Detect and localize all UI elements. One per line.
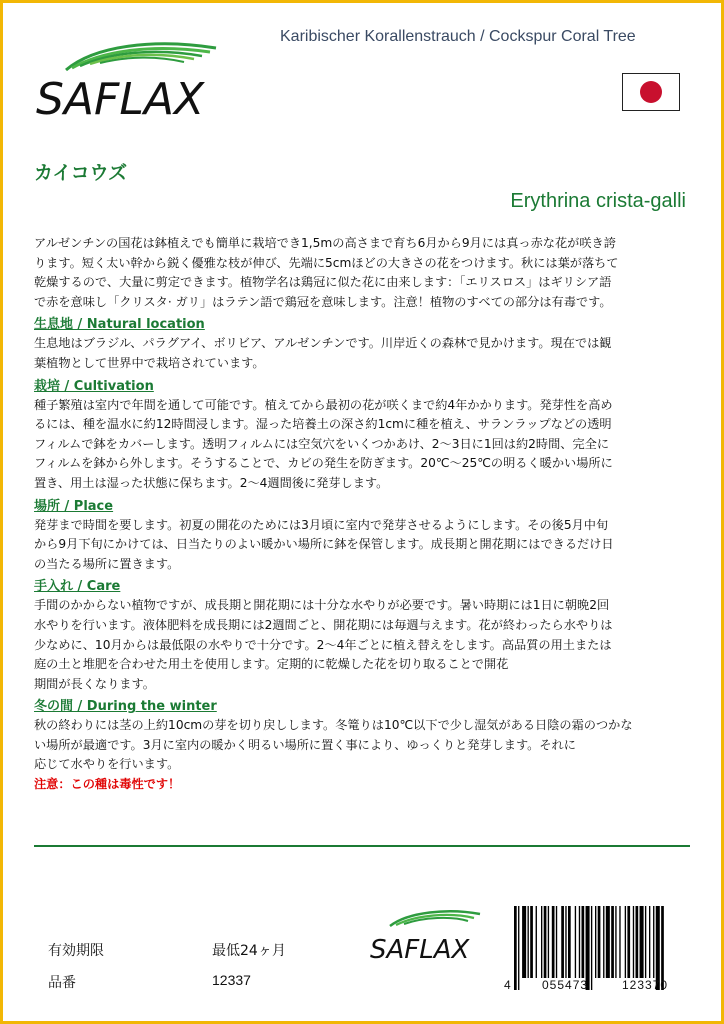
barcode-bar <box>645 906 646 978</box>
barcode-bar <box>625 906 626 978</box>
logo-leaf-icon <box>66 44 216 70</box>
barcode-bar <box>561 906 564 978</box>
barcode-bar <box>528 906 529 978</box>
text-line: 応じて水やりを行います。 <box>34 757 180 772</box>
text-line: 秋の終わりには茎の上約10cmの芽を切り戻しします。冬篭りは10℃以下で少し湿気がある日陰の霜のつかな <box>34 718 633 733</box>
text-line: 葉植物として世界中で栽培されています。 <box>34 355 265 370</box>
section-natural-location <box>34 316 690 373</box>
barcode-bar <box>595 906 596 978</box>
text-line: 種子繁殖は室内で年間を通して可能です。植えてから最初の花が咲くまで約4年かかります。発芽性を高め <box>34 397 613 412</box>
barcode-bar <box>536 906 537 978</box>
saflax-logo-footer <box>368 906 490 968</box>
barcode-bar <box>514 906 517 990</box>
intro-paragraph <box>34 234 690 312</box>
text-line: から9月下旬にかけては、日当たりのよい暖かい場所に鉢を保管します。成長期と開花期にはできるだけ日 <box>34 537 614 552</box>
text-line: い場所が最適です。3月に室内の暖かく明るい場所に置く事により、ゆっくりと発芽します。それに <box>34 737 576 752</box>
barcode-bar <box>633 906 634 978</box>
barcode-bar <box>591 906 592 990</box>
saflax-logo <box>34 36 234 126</box>
barcode-bar <box>568 906 571 978</box>
barcode-bar <box>598 906 601 978</box>
barcode-digits-left: 055473 <box>542 978 589 992</box>
product-name-jp: カイコウズ <box>34 162 128 184</box>
text-line: フィルムで鉢をカバーします。透明フィルムには空気穴をいくつかあけ、2～3日に1回は約2時間、完全に <box>34 436 610 451</box>
barcode-digit-lead: 4 <box>504 978 512 992</box>
barcode-bar <box>611 906 614 978</box>
section-heading: 手入れ / Care <box>34 579 121 595</box>
section-heading: 生息地 / Natural location <box>34 317 205 333</box>
text-line: 生息地はブラジル、パラグアイ、ボリビア、アルゼンチンです。川岸近くの森林で見かけます。現在では観 <box>34 336 612 351</box>
barcode-bar <box>552 906 555 978</box>
barcode-bar <box>653 906 654 978</box>
text-line: ります。短く太い幹から鋭く優雅な枝が伸び、先端に5cmほどの大きさの花をつけます。秋には葉が落ちて <box>34 255 619 270</box>
barcode-bar <box>640 906 644 978</box>
barcode-digits-right: 123370 <box>622 978 669 992</box>
text-line: の当たる場所に置きます。 <box>34 556 180 571</box>
barcode-bar <box>619 906 620 978</box>
product-name-latin: Erythrina crista-galli <box>510 190 686 212</box>
barcode-bar <box>606 906 610 978</box>
barcode-bar <box>636 906 639 978</box>
description-body <box>34 234 690 795</box>
text-line: 期間が長くなります。 <box>34 676 155 691</box>
section-cultivation <box>34 378 690 494</box>
barcode-bar <box>649 906 650 978</box>
item-number-label: 品番 <box>48 975 76 991</box>
logo-leaf-icon <box>390 911 480 926</box>
barcode-bar <box>518 906 519 990</box>
barcode-bar <box>615 906 616 978</box>
text-line: アルゼンチンの国花は鉢植えでも簡単に栽培でき1,5mの高さまで育ち6月から9月には真っ赤な花が咲き誇 <box>34 236 616 250</box>
text-line: 手間のかからない植物ですが、成長期と開花期には十分な水やりが必要です。暑い時期には1日に朝晩2回 <box>34 598 610 613</box>
text-line: 少なめに、10月からは最低限の水やりで十分です。2〜4年ごとに植え替えをします。高品質の用土または <box>34 637 612 652</box>
footer-divider <box>34 845 690 847</box>
section-place <box>34 498 690 575</box>
text-line: フィルムを鉢から外します。そうすることで、カビの発生を防ぎます。20℃〜25℃の明るく暖かい場所に <box>34 456 613 471</box>
barcode-bar <box>603 906 604 978</box>
section-heading: 栽培 / Cultivation <box>34 378 154 394</box>
text-line: 水やりを行います。液体肥料を成長期には2週間ごと、開花期には毎週与えます。花が終わったら水やりは <box>34 617 613 632</box>
barcode-bar <box>530 906 533 978</box>
section-winter <box>34 698 690 775</box>
text-line: 乾燥するので、大量に剪定できます。植物学名は鶏冠に似た花に由来します：「エリスロス」はギリシア語 <box>34 275 612 290</box>
section-care <box>34 578 690 694</box>
barcode-bar <box>522 906 526 978</box>
logo-wordmark: SAFLAX <box>370 935 470 965</box>
barcode-bar <box>627 906 630 978</box>
text-line: るには、種を温水に約12時間浸します。湿った培養土の深さ約1cmに種を植え、サランラップなどの透明 <box>34 417 612 432</box>
text-line: 置き、用土は湿った状態に保ちます。2～4週間後に発芽します。 <box>34 475 389 490</box>
expiry-value: 最低24ヶ月 <box>212 943 286 959</box>
toxicity-warning: 注意：この種は毒性です！ <box>34 777 181 792</box>
barcode-bar <box>579 906 580 978</box>
text-line: 庭の土と堆肥を合わせた用土を使用します。定期的に乾燥した花を切り取ることで開花 <box>34 657 509 672</box>
product-header-title: Karibischer Korallenstrauch / Cockspur Coral Tree <box>280 28 636 45</box>
barcode-bar <box>575 906 576 978</box>
ean-barcode <box>504 904 700 996</box>
logo-wordmark: SAFLAX <box>36 74 205 125</box>
barcode-bar <box>544 906 547 978</box>
barcode-bar <box>582 906 585 978</box>
item-number-value: 12337 <box>212 972 251 988</box>
expiry-label: 有効期限 <box>48 943 104 959</box>
japan-flag-icon <box>622 73 680 111</box>
barcode-bar <box>556 906 557 978</box>
section-heading: 冬の間 / During the winter <box>34 699 217 715</box>
section-heading: 場所 / Place <box>34 498 114 514</box>
text-line: 発芽まで時間を要します。初夏の開花のためには3月頃に室内で発芽させるようにします。その後5月中旬 <box>34 517 609 532</box>
barcode-bar <box>541 906 542 978</box>
barcode-bar <box>565 906 566 978</box>
text-line: で赤を意味し「クリスタ· ガリ」はラテン語で鶏冠を意味します。注意！植物のすべての部分は有毒です。 <box>34 294 612 309</box>
barcode-bar <box>548 906 549 978</box>
